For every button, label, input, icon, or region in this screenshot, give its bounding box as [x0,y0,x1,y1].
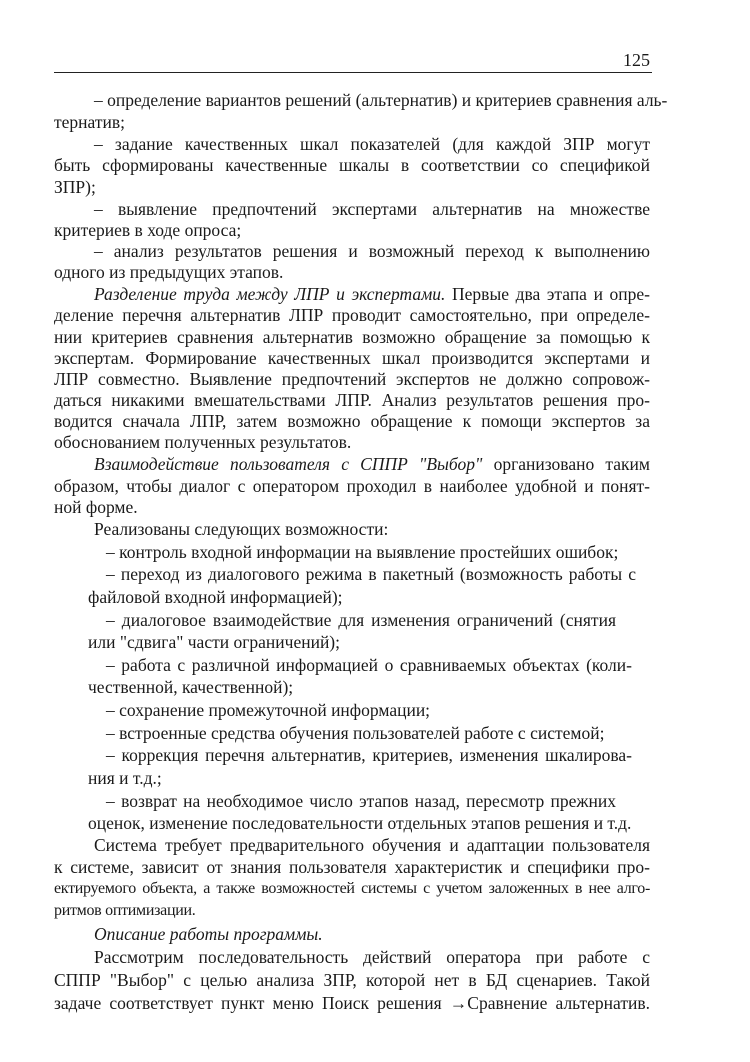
text-line: – задание качественных шкал показателей (для каждой ЗПР могут [94,134,650,154]
text-line: ной форме. [54,497,138,517]
text-line: Система требует предварительного обучения и адаптации пользователя [94,835,650,855]
text-line: чественной, качественной); [88,677,294,697]
header-rule [54,72,652,73]
text-line: Рассмотрим последовательность действий оператора при работе с [94,947,650,967]
text-line: файловой входной информацией); [88,587,343,607]
text-line: даться никакими вмешательствами ЛПР. Анализ результатов решения про- [54,390,650,410]
text-line: ритмов оптимизации. [54,902,196,919]
list-item: – встроенные средства обучения пользователей работе с системой; [106,723,605,743]
text-line: тернатив; [54,112,125,132]
text-line: критериев в ходе опроса; [54,220,242,240]
paragraph-first-line [94,283,650,305]
text-line: оценок, изменение последовательности отдельных этапов решения и т.д. [88,813,632,833]
text-fragment: организовано таким [493,454,650,474]
text-line: ЗПР); [54,177,96,197]
text-line: Реализованы следующих возможности: [94,519,389,539]
text-line: СППР "Выбор" с целью анализа ЗПР, которой нет в БД сценариев. Такой [54,970,650,990]
text-line: к системе, зависит от знания пользователя характеристик и специфики про- [54,857,650,877]
text-line: – выявление предпочтений экспертами альтернатив на множестве [94,199,650,219]
text-line: образом, чтобы диалог с оператором проходил в наиболее удобной и понят- [54,476,650,496]
division-heading: Разделение труда между ЛПР и экспертами. [94,284,446,304]
paragraph-first-line [94,453,650,475]
text-line: – анализ результатов решения и возможный переход к выполнению [94,241,650,261]
text-line: водится сначала ЛПР, затем возможно обращение к помощи экспертов за [54,411,650,431]
text-line: обоснованием полученных результатов. [54,432,352,452]
text-line: быть сформированы качественные шкалы в соответствии со спецификой [54,155,650,175]
text-line: экспертам. Формирование качественных шкал производится экспертами и [54,348,650,368]
description-heading: Описание работы программы. [94,924,323,944]
text-fragment: Первые два этапа и опре- [452,284,651,304]
text-line: деление перечня альтернатив ЛПР проводит самостоятельно, при определе- [54,305,650,325]
page-number: 125 [623,50,650,70]
list-item: – сохранение промежуточной информации; [106,700,431,720]
list-item: – возврат на необходимое число этапов назад, пересмотр прежних [106,791,616,811]
list-item: – работа с различной информацией о сравниваемых объектах (коли- [106,655,632,675]
text-line: – определение вариантов решений (альтернатив) и критериев сравнения аль- [94,90,668,110]
list-item: – контроль входной информации на выявление простейших ошибок; [106,542,619,562]
text-line: задаче соответствует пункт меню Поиск решения →Сравнение альтернатив. [54,993,650,1013]
text-line: ЛПР совместно. Выявление предпочтений экспертов не должно сопровож- [54,369,650,389]
text-line: нии критериев сравнения альтернатив возможно обращение за помощью к [54,327,650,347]
interaction-heading: Взаимодействие пользователя с СППР "Выбор" [94,454,483,474]
text-line: или "сдвига" части ограничений); [88,632,340,652]
text-line: ния и т.д.; [88,768,162,788]
text-line: одного из предыдущих этапов. [54,262,284,282]
list-item: – диалоговое взаимодействие для изменения ограничений (снятия [106,610,616,630]
list-item: – коррекция перечня альтернатив, критериев, изменения шкалирова- [106,745,632,765]
list-item: – переход из диалогового режима в пакетный (возможность работы с [106,564,636,584]
text-line: ектируемого объекта, а также возможностей системы с учетом заложенных в нее алго- [54,880,650,897]
